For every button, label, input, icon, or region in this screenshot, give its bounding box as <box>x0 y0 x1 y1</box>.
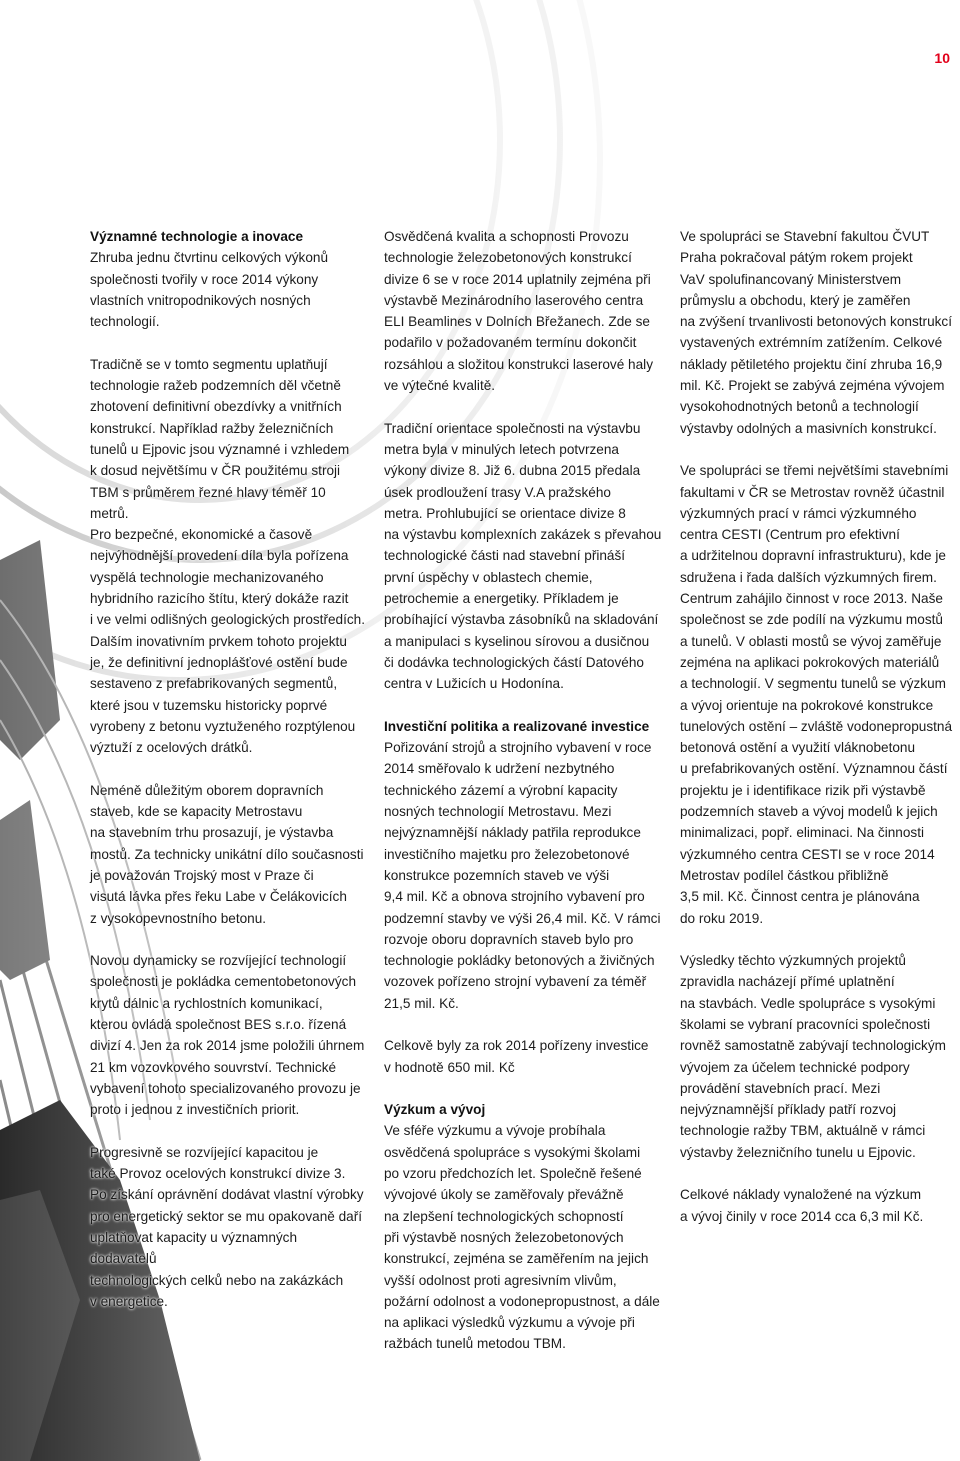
paragraph: Celkově byly za rok 2014 pořízeny investice v hodnotě 650 mil. Kč <box>384 1038 649 1075</box>
paragraph: Tradiční orientace společnosti na výstavbu metra byla v minulých letech potvrzena výkony divize 8. Již 6. dubna 2015 předala úsek prodloužení trasy V.A pražského metra. Prohlubující se orientace divize 8 na výstavbu komplexních zakázek s převahou technologické části nad stavební přináší první úspěchy v oblastech chemie, petrochemie a energetiky. Příkladem je probíhající výstavba zásobníků na skladování a manipulaci s kyselinou sírovou a dusičnou či dodávka technologických částí Datového centra v Lužicích u Hodonína. <box>384 420 662 692</box>
paragraph: Neméně důležitým oborem dopravních staveb, kde se kapacity Metrostavu na stavebním trhu prosazují, je výstavba mostů. Za technicky unikátní dílo současnosti je považován Trojský most v Praze či visutá lávka přes řeku Labe v Čelákovicích z vysokopevnostního betonu. <box>90 782 364 926</box>
section-heading-research: Výzkum a vývoj <box>384 1102 486 1118</box>
section-heading-investment: Investiční politika a realizované investice <box>384 718 650 734</box>
paragraph: Ve sféře výzkumu a vývoje probíhala osvědčená spolupráce s vysokými školami po vzoru předchozích let. Společně řešené vývojové úkoly se zaměřovaly převážně na zlepšení technologických schopností při výstavbě nosných železobetonových konstrukcí, zejména se zaměřením na jejich vyšší odolnost proti agresivním vlivům, požární odolnost a vodonepropustnost, a dále na aplikaci výsledků výzkumu a vývoje při ražbách tunelů metodou TBM. <box>384 1123 660 1352</box>
paragraph: Celkové náklady vynaložené na výzkum a vývoj činily v roce 2014 cca 6,3 mil Kč. <box>680 1187 924 1224</box>
paragraph: Osvědčená kvalita a schopnosti Provozu technologie železobetonových konstrukcí divize 6 se v roce 2014 uplatnily zejména při výstavbě Mezinárodního laserového centra ELI Beamlines v Dolních Břežanech. Zde se podařilo v požadovaném termínu dokončit rozsáhlou a složitou konstrukci laserové haly ve výtečné kvalitě. <box>384 229 653 394</box>
paragraph: Novou dynamicky se rozvíjející technologií společnosti je pokládka cementobetonových krytů dálnic a rychlostních komunikací, kterou ovládá společnost BES s.r.o. řízená divizí 4. Jen za rok 2014 jsme položili úhrnem 21 km vozovkového souvrství. Technické vybavení tohoto specializovaného provozu je proto i jednou z investičních priorit. <box>90 953 365 1118</box>
column-middle <box>384 226 662 1376</box>
column-right <box>680 226 956 1248</box>
paragraph: Pořizování strojů a strojního vybavení v roce 2014 směřovalo k udržení nezbytného technického zázemí a výrobní kapacity nosných technologií Metrostavu. Mezi nejvýznamnější náklady patřila reprodukce investičního majetku pro železobetonové konstrukce pozemních staveb ve výši 9,4 mil. Kč a obnova strojního vybavení pro podzemní stavby ve výši 26,4 mil. Kč. V rámci rozvoje oboru dopravních staveb bylo pro technologie pokládky betonových a živičných vozovek pořízeno strojní vybavení za téměř 21,5 mil. Kč. <box>384 740 661 1011</box>
paragraph: Zhruba jednu čtvrtinu celkových výkonů společnosti tvořily v roce 2014 výkony vlastních vnitropodnikových nosných technologií. <box>90 250 329 330</box>
paragraph: Ve spolupráci se Stavební fakultou ČVUT Praha pokračoval pátým rokem projekt VaV spolufinancovaný Ministerstvem průmyslu a obchodu, který je zaměřen na zvýšení trvanlivosti betonových konstrukcí vystavených extrémním zatížením. Celkové náklady pětiletého projektu činí zhruba 16,9 mil. Kč. Projekt se zabývá zejména vývojem vysokohodnotných betonů a technologií výstavby odolných a masivních konstrukcí. <box>680 229 953 436</box>
paragraph: Progresivně se rozvíjející kapacitou je také Provoz ocelových konstrukcí divize 3. Po získání oprávnění dodávat vlastní výrobky pro energetický sektor se mu opakovaně daří uplatňovat kapacity u významných dodavatelů technologických celků nebo na zakázkách v energetice. <box>90 1144 364 1309</box>
paragraph: Výsledky těchto výzkumných projektů zpravidla nacházejí přímé uplatnění na stavbách. Vedle spolupráce s vysokými školami se vybraní pracovníci společnosti rovněž samostatně zabývají technologickým vývojem za účelem technické podpory provádění stavebních prací. Mezi nejvýznamnější příklady patří rozvoj technologie ražby TBM, aktuálně v rámci výstavby železničního tunelu u Ejpovic. <box>680 953 946 1160</box>
paragraph: Tradičně se v tomto segmentu uplatňují technologie ražeb podzemních děl včetně zhotovení definitivní obezdívky a vnitřních konstrukcí. Například ražby železničních tunelů u Ejpovic jsou významné i vzhledem k dosud největšímu v ČR použitému stroji TBM s průměrem řezné hlavy téměř 10 metrů. Pro bezpečné, ekonomické a časově nejvýhodnější provedení díla byla pořízena vyspělá technologie mechanizovaného hybridního razicího štítu, který dokáže razit i ve velmi odlišných geologických prostředích. Dalším inovativním prvkem tohoto projektu je, že definitivní jednoplášťové ostění bude sestaveno z prefabrikovaných segmentů, které jsou v tuzemsku historicky poprvé vyrobeny z betonu vyztuženého rozptýlenou výztuží z ocelových drátků. <box>90 356 366 756</box>
page-number: 10 <box>934 50 950 66</box>
column-left <box>90 226 366 1333</box>
paragraph: Ve spolupráci se třemi největšími stavebními fakultami v ČR se Metrostav rovněž účastnil výzkumných prací v rámci výzkumného centra CESTI (Centrum pro efektivní a udržitelnou dopravní infrastrukturu), kde je sdružena i řada dalších výzkumných firem. Centrum zahájilo činnost v roce 2013. Naše společnost se zde podílí na výzkumu mostů a tunelů. V oblasti mostů se vývoj zaměřuje zejména na aplikaci pokrokových materiálů a technologií. V segmentu tunelů se výzkum a vývoj orientuje na pokrokové konstrukce tunelových ostění – zvláště vodonepropustná betonová ostění a využití vláknobetonu u prefabrikovaných ostění. Významnou částí projektu je i identifikace rizik při výstavbě podzemních staveb a vývoj modelů k jejich minimalizaci, popř. eliminaci. Na činnosti výzkumného centra CESTI se v roce 2014 Metrostav podílel částkou přibližně 3,5 mil. Kč. Činnost centra je plánována do roku 2019. <box>680 463 953 926</box>
section-heading-technologies: Významné technologie a inovace <box>90 229 304 244</box>
